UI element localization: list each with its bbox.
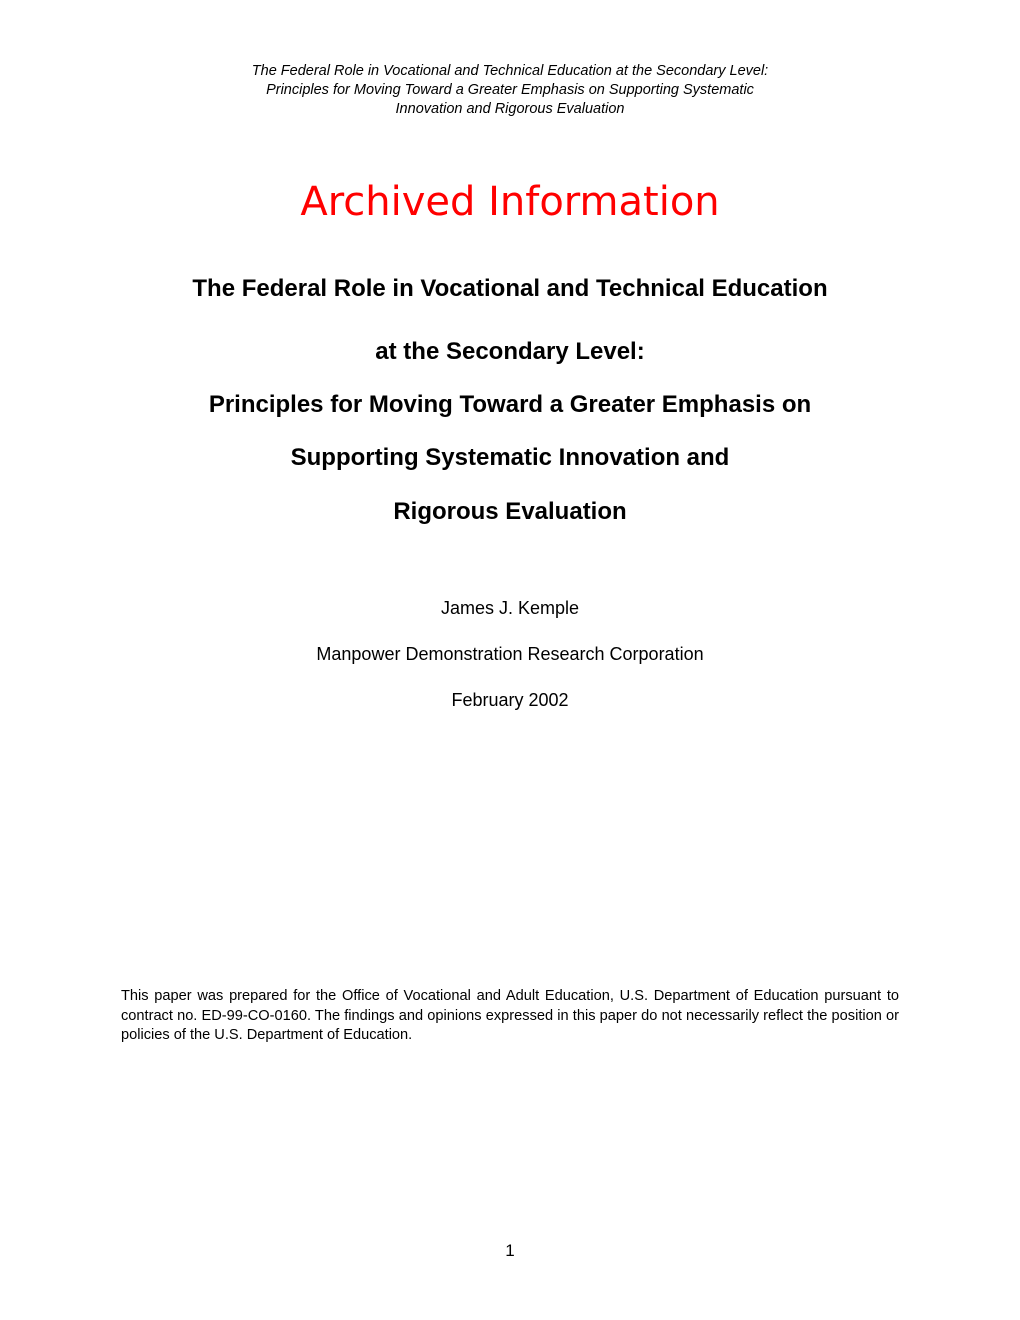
running-header-line-1: The Federal Role in Vocational and Technical Education at the Secondary Level: xyxy=(251,63,769,79)
title-line-1: The Federal Role in Vocational and Technical Education xyxy=(192,275,828,302)
disclaimer-paragraph: This paper was prepared for the Office of Vocational and Adult Education, U.S. Department of Education pursuant to contract no. ED-99-CO-0160. The findings and opinions expressed in this paper do not necessarily reflect the position or policies of the U.S. Department of Education. xyxy=(121,988,899,1043)
running-header-line-3: Innovation and Rigorous Evaluation xyxy=(395,101,625,117)
publication-date: February 2002 xyxy=(451,690,569,710)
title-line-4: Supporting Systematic Innovation and xyxy=(290,444,730,471)
title-line-3: Principles for Moving Toward a Greater Emphasis on xyxy=(208,391,812,418)
page-number: 1 xyxy=(505,1241,515,1260)
archived-information-notice: Archived Information xyxy=(300,179,720,225)
title-line-5: Rigorous Evaluation xyxy=(393,498,627,525)
title-line-2: at the Secondary Level: xyxy=(375,338,645,365)
running-header xyxy=(0,62,1020,119)
running-header-line-2: Principles for Moving Toward a Greater Emphasis on Supporting Systematic xyxy=(266,82,754,98)
author-name: James J. Kemple xyxy=(440,598,580,618)
organization-name: Manpower Demonstration Research Corporation xyxy=(316,644,704,664)
